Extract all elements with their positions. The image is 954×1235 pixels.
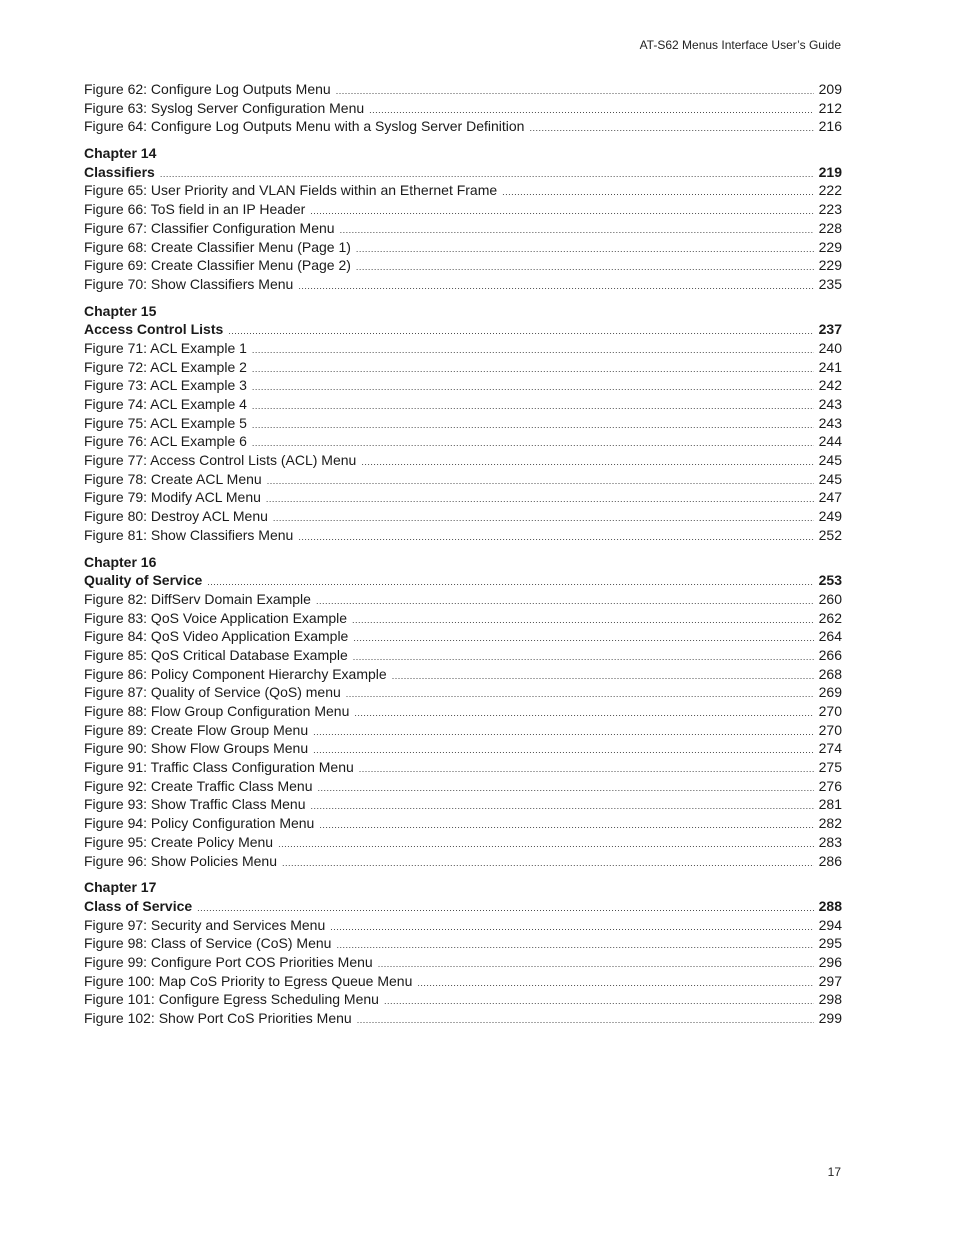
toc-section [84, 302, 842, 545]
entry-page-number: 252 [818, 526, 842, 543]
entry-page-number: 299 [818, 1010, 842, 1026]
figure-entry[interactable] [84, 777, 842, 796]
entry-page-number: 247 [818, 489, 842, 506]
entry-page-number: 270 [818, 703, 842, 719]
dot-leader [273, 509, 814, 528]
entry-page-number: 242 [818, 377, 842, 394]
chapter-heading: Chapter 17 [84, 879, 157, 896]
dot-leader [352, 611, 814, 630]
figure-entry[interactable] [84, 590, 842, 609]
entry-label: Figure 68: Create Classifier Menu (Page 1) [84, 238, 351, 255]
entry-page-number: 274 [818, 740, 842, 757]
entry-label: Figure 101: Configure Egress Scheduling Menu [84, 991, 379, 1008]
entry-label: Figure 88: Flow Group Configuration Menu [84, 703, 350, 719]
dot-leader [278, 835, 814, 854]
figure-entry[interactable] [84, 275, 842, 294]
entry-label: Figure 102: Show Port CoS Priorities Menu [84, 1010, 352, 1026]
figure-entry[interactable] [84, 916, 842, 935]
entry-page-number: 294 [818, 916, 842, 933]
entry-page-number: 223 [818, 201, 842, 218]
entry-label: Figure 74: ACL Example 4 [84, 396, 247, 412]
dot-leader [353, 629, 814, 648]
figure-entry[interactable] [84, 1009, 842, 1028]
entry-label: Figure 92: Create Traffic Class Menu [84, 777, 313, 794]
entry-label: Figure 69: Create Classifier Menu (Page 2) [84, 257, 351, 274]
entry-page-number: 282 [818, 815, 842, 832]
entry-label: Figure 78: Create ACL Menu [84, 470, 262, 487]
entry-page-number: 296 [818, 953, 842, 970]
entry-page-number: 262 [818, 609, 842, 626]
entry-label: Figure 64: Configure Log Outputs Menu with a Syslog Server Definition [84, 118, 525, 135]
figure-entry[interactable] [84, 451, 842, 470]
chapter-heading: Chapter 16 [84, 553, 157, 570]
entry-label: Quality of Service [84, 572, 203, 589]
entry-page-number: 266 [818, 646, 842, 663]
figure-entry[interactable] [84, 646, 842, 665]
entry-label: Figure 90: Show Flow Groups Menu [84, 740, 309, 757]
dot-leader [298, 528, 814, 547]
entry-label: Figure 84: QoS Video Application Example [84, 628, 349, 645]
entry-label: Figure 82: DiffServ Domain Example [84, 590, 311, 607]
dot-leader [392, 667, 814, 686]
entry-label: Figure 81: Show Classifiers Menu [84, 526, 294, 543]
entry-label: Figure 83: QoS Voice Application Example [84, 609, 348, 626]
entry-page-number: 249 [818, 508, 842, 525]
entry-label: Figure 91: Traffic Class Configuration Menu [84, 759, 354, 776]
entry-label: Access Control Lists [84, 321, 224, 338]
figure-entry[interactable] [84, 683, 842, 702]
entry-label: Figure 86: Policy Component Hierarchy Example [84, 665, 387, 682]
dot-leader [310, 202, 814, 221]
entry-page-number: 244 [818, 433, 842, 450]
entry-page-number: 241 [818, 358, 842, 375]
entry-page-number: 288 [818, 897, 842, 914]
figure-entry[interactable] [84, 795, 842, 814]
dot-leader [252, 416, 814, 435]
figure-entry[interactable] [84, 833, 842, 852]
dot-leader [359, 760, 814, 779]
toc-section [84, 878, 842, 1028]
chapter-heading: Chapter 14 [84, 145, 157, 162]
entry-page-number: 243 [818, 396, 842, 412]
entry-page-number: 219 [818, 163, 842, 180]
dot-leader [252, 397, 814, 416]
entry-page-number: 216 [818, 118, 842, 135]
dot-leader [336, 936, 814, 955]
dot-leader [252, 378, 814, 397]
figure-entry[interactable] [84, 99, 842, 118]
figure-entry[interactable] [84, 200, 842, 219]
figure-entry[interactable] [84, 852, 842, 871]
figure-entry[interactable] [84, 238, 842, 257]
entry-page-number: 240 [818, 339, 842, 356]
entry-page-number: 295 [818, 935, 842, 952]
dot-leader [378, 955, 814, 974]
entry-page-number: 235 [818, 275, 842, 292]
entry-page-number: 283 [818, 833, 842, 850]
figure-entry[interactable] [84, 256, 842, 275]
entry-label: Figure 80: Destroy ACL Menu [84, 508, 268, 525]
figure-entry[interactable] [84, 181, 842, 200]
entry-page-number: 243 [818, 414, 842, 431]
figure-entry[interactable] [84, 339, 842, 358]
entry-label: Figure 85: QoS Critical Database Example [84, 646, 348, 663]
figure-entry[interactable] [84, 665, 842, 684]
entry-label: Figure 94: Policy Configuration Menu [84, 815, 315, 832]
dot-leader [502, 183, 814, 202]
dot-leader [282, 854, 814, 873]
entry-label: Figure 72: ACL Example 2 [84, 358, 247, 375]
entry-label: Figure 79: Modify ACL Menu [84, 489, 261, 506]
entry-page-number: 276 [818, 777, 842, 794]
entry-label: Figure 63: Syslog Server Configuration Menu [84, 99, 365, 116]
figure-entry[interactable] [84, 395, 842, 414]
dot-leader [361, 453, 814, 472]
entry-page-number: 268 [818, 665, 842, 682]
entry-page-number: 237 [818, 321, 842, 338]
chapter-title-entry[interactable] [84, 571, 842, 590]
figure-entry[interactable] [84, 814, 842, 833]
figure-entry[interactable] [84, 934, 842, 953]
chapter-title-entry[interactable] [84, 320, 842, 339]
dot-leader [356, 240, 814, 259]
entry-page-number: 222 [818, 182, 842, 199]
entry-label: Figure 95: Create Policy Menu [84, 833, 274, 850]
chapter-title-entry[interactable] [84, 163, 842, 182]
entry-page-number: 275 [818, 759, 842, 776]
figure-entry[interactable] [84, 117, 842, 136]
entry-page-number: 229 [818, 238, 842, 255]
dot-leader [417, 974, 814, 993]
figure-entry[interactable] [84, 358, 842, 377]
entry-page-number: 245 [818, 470, 842, 487]
entry-label: Figure 96: Show Policies Menu [84, 852, 277, 869]
dot-leader [340, 221, 814, 240]
entry-page-number: 269 [818, 684, 842, 701]
toc-section [84, 144, 842, 294]
entry-page-number: 253 [818, 572, 842, 589]
dot-leader [318, 779, 814, 798]
entry-label: Figure 100: Map CoS Priority to Egress Queue Menu [84, 972, 413, 989]
chapter-title-entry[interactable] [84, 897, 842, 916]
figure-entry[interactable] [84, 758, 842, 777]
dot-leader [313, 723, 814, 742]
figure-entry[interactable] [84, 953, 842, 972]
figure-entry[interactable] [84, 432, 842, 451]
toc-section [84, 553, 842, 871]
toc-section [84, 80, 842, 136]
figure-entry[interactable] [84, 739, 842, 758]
entry-label: Classifiers [84, 163, 155, 180]
entry-page-number: 228 [818, 219, 842, 236]
entry-label: Figure 62: Configure Log Outputs Menu [84, 81, 331, 97]
dot-leader [267, 472, 814, 491]
entry-label: Figure 89: Create Flow Group Menu [84, 721, 309, 738]
entry-label: Figure 99: Configure Port COS Priorities Menu [84, 953, 373, 970]
entry-page-number: 264 [818, 628, 842, 645]
dot-leader [311, 797, 814, 816]
dot-leader [298, 277, 814, 296]
entry-label: Figure 70: Show Classifiers Menu [84, 275, 294, 292]
figure-entry[interactable] [84, 702, 842, 721]
dot-leader [330, 918, 814, 937]
figure-entry[interactable] [84, 721, 842, 740]
entry-page-number: 229 [818, 257, 842, 274]
dot-leader [356, 258, 814, 277]
entry-page-number: 297 [818, 972, 842, 989]
dot-leader [354, 704, 814, 723]
entry-label: Figure 71: ACL Example 1 [84, 339, 247, 356]
entry-page-number: 212 [818, 99, 842, 116]
figure-entry[interactable] [84, 990, 842, 1009]
dot-leader [252, 360, 814, 379]
figure-entry[interactable] [84, 609, 842, 628]
entry-page-number: 298 [818, 991, 842, 1008]
figure-entry[interactable] [84, 414, 842, 433]
entry-page-number: 209 [818, 81, 842, 97]
dot-leader [353, 648, 814, 667]
entry-label: Figure 73: ACL Example 3 [84, 377, 247, 394]
figure-entry[interactable] [84, 376, 842, 395]
dot-leader [316, 592, 814, 611]
entry-label: Figure 65: User Priority and VLAN Fields within an Ethernet Frame [84, 182, 498, 199]
dot-leader [266, 490, 814, 509]
entry-label: Figure 66: ToS field in an IP Header [84, 201, 306, 218]
entry-page-number: 245 [818, 452, 842, 469]
figure-entry[interactable] [84, 80, 842, 99]
entry-label: Figure 98: Class of Service (CoS) Menu [84, 935, 332, 952]
entry-page-number: 281 [818, 796, 842, 813]
entry-label: Figure 67: Classifier Configuration Menu [84, 219, 335, 236]
entry-label: Figure 87: Quality of Service (QoS) menu [84, 684, 341, 701]
dot-leader [346, 685, 814, 704]
dot-leader [336, 82, 814, 101]
dot-leader [228, 322, 814, 341]
figure-entry[interactable] [84, 526, 842, 545]
figure-entry[interactable] [84, 972, 842, 991]
running-header: AT-S62 Menus Interface User’s Guide [639, 38, 841, 52]
figure-entry[interactable] [84, 219, 842, 238]
figure-entry[interactable] [84, 627, 842, 646]
figure-entry[interactable] [84, 470, 842, 489]
entry-page-number: 286 [818, 852, 842, 869]
figure-entry[interactable] [84, 488, 842, 507]
entry-label: Figure 76: ACL Example 6 [84, 433, 247, 450]
dot-leader [252, 341, 814, 360]
table-of-figures [84, 80, 842, 1028]
dot-leader [384, 992, 814, 1011]
entry-page-number: 260 [818, 590, 842, 607]
dot-leader [313, 741, 814, 760]
figure-entry[interactable] [84, 507, 842, 526]
entry-label: Class of Service [84, 897, 193, 914]
chapter-heading: Chapter 15 [84, 302, 157, 319]
dot-leader [319, 816, 814, 835]
entry-label: Figure 77: Access Control Lists (ACL) Menu [84, 452, 357, 469]
entry-label: Figure 75: ACL Example 5 [84, 414, 247, 431]
entry-label: Figure 97: Security and Services Menu [84, 916, 326, 933]
entry-page-number: 270 [818, 721, 842, 738]
dot-leader [357, 1011, 814, 1030]
entry-label: Figure 93: Show Traffic Class Menu [84, 796, 306, 813]
page-number: 17 [827, 1165, 841, 1179]
dot-leader [529, 119, 814, 138]
